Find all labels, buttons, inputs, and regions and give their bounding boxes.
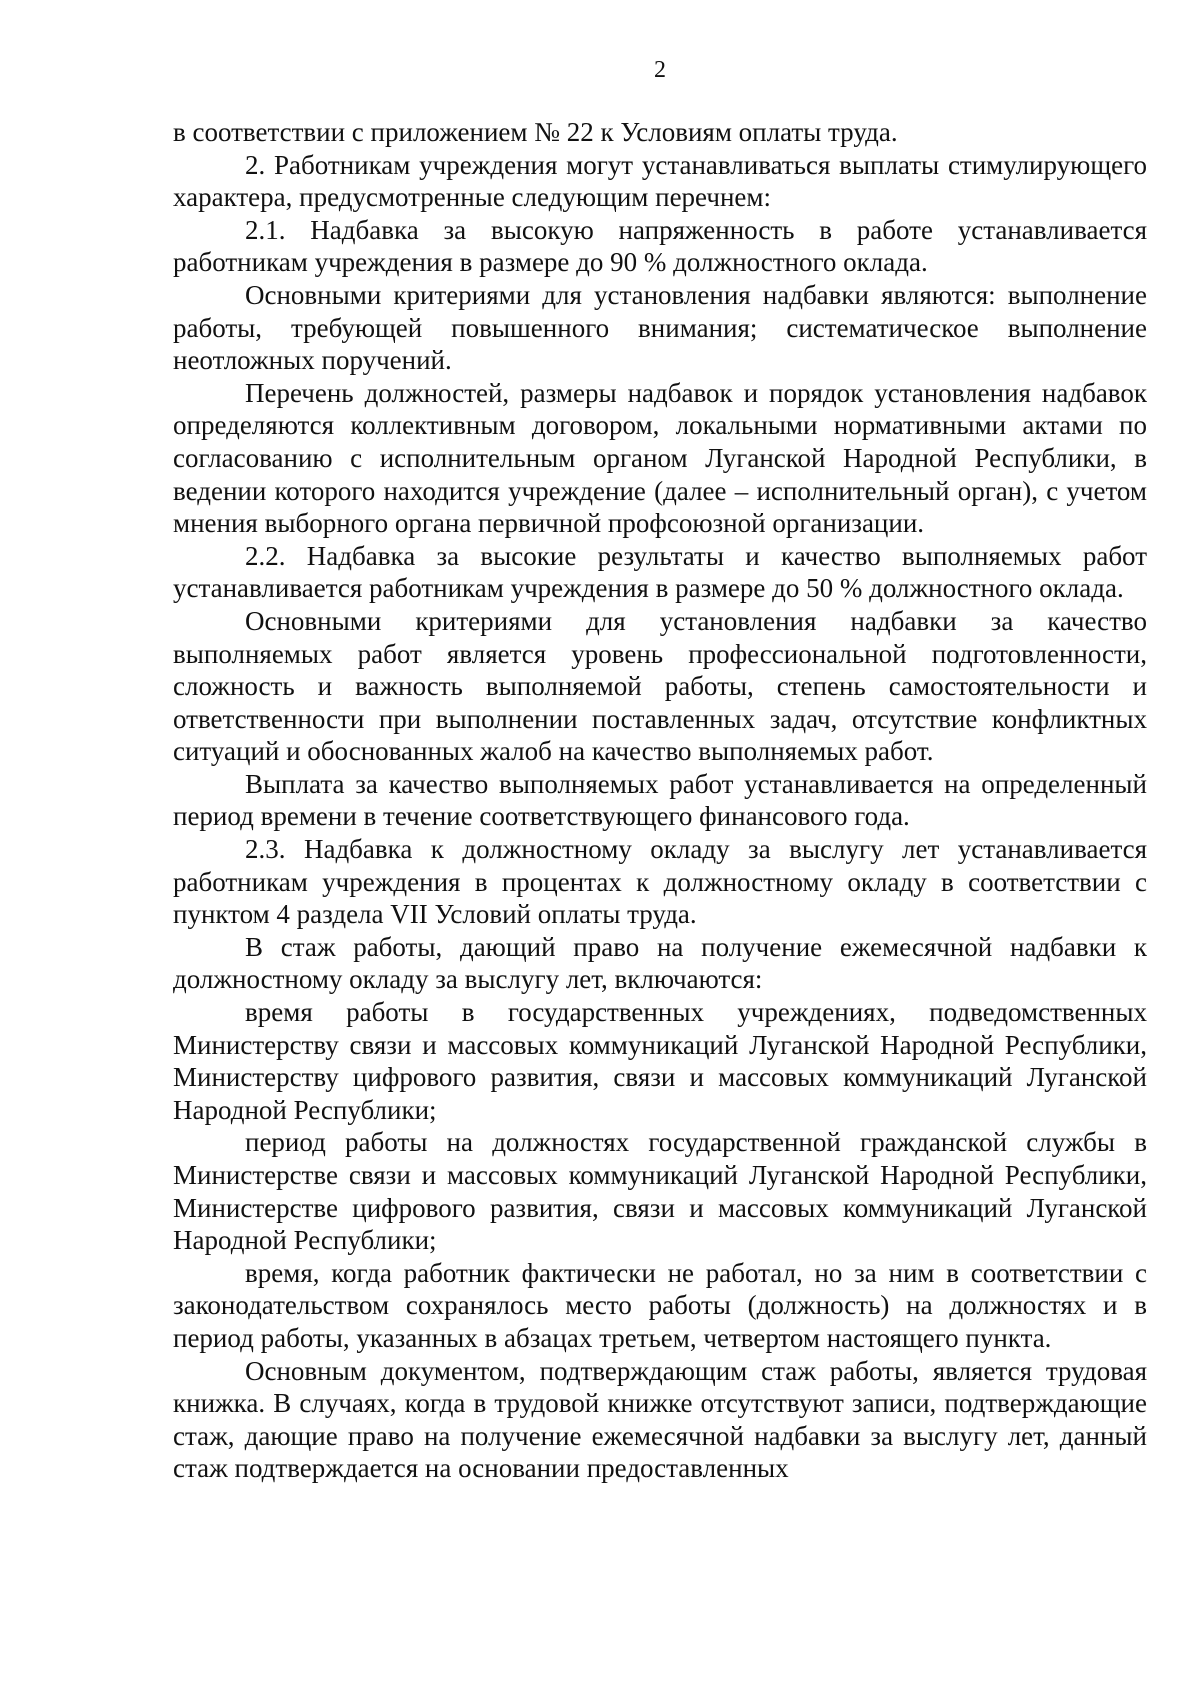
paragraph-quality-payment: Выплата за качество выполняемых работ устанавливается на определенный период времени в течение соответствующего финансового года. bbox=[173, 768, 1147, 832]
paragraph-seniority-includes: В стаж работы, дающий право на получение ежемесячной надбавки к должностному окладу за выслугу лет, включаются: bbox=[173, 931, 1147, 995]
paragraph-positions-list: Перечень должностей, размеры надбавок и порядок установления надбавок определяются коллективным договором, локальными нормативными актами по согласованию с исполнительным органом Луганской Народной Республики, в ведении которого находится учреждение (далее – исполнительный орган), с учетом мнения выборного органа первичной профсоюзной организации. bbox=[173, 377, 1147, 539]
paragraph-main-document: Основным документом, подтверждающим стаж работы, является трудовая книжка. В случаях, когда в трудовой книжке отсутствуют записи, подтверждающие стаж, дающие право на получение ежемесячной надбавки за выслугу лет, данный стаж подтверждается на основании предоставленных bbox=[173, 1355, 1147, 1484]
paragraph-seniority-civil-service: период работы на должностях государственной гражданской службы в Министерстве связи и массовых коммуникаций Луганской Народной Республики, Министерстве цифрового развития, связи и массовых коммуникаций Луганской Народной Республики; bbox=[173, 1127, 1147, 1256]
paragraph-item-2-2: 2.2. Надбавка за высокие результаты и качество выполняемых работ устанавливается работникам учреждения в размере до 50 % должностного оклада. bbox=[173, 540, 1147, 604]
paragraph-criteria-2-2: Основными критериями для установления надбавки за качество выполняемых работ является уровень профессиональной подготовленности, сложность и важность выполняемой работы, степень самостоятельности и ответственности при выполнении поставленных задач, отсутствие конфликтных ситуаций и обоснованных жалоб на качество выполняемых работ. bbox=[173, 605, 1147, 767]
document-body bbox=[173, 116, 1147, 1485]
page-number: 2 bbox=[654, 57, 666, 83]
paragraph-item-2: 2. Работникам учреждения могут устанавливаться выплаты стимулирующего характера, предусмотренные следующим перечнем: bbox=[173, 149, 1147, 213]
paragraph-item-2-1: 2.1. Надбавка за высокую напряженность в работе устанавливается работникам учреждения в размере до 90 % должностного оклада. bbox=[173, 214, 1147, 278]
paragraph-seniority-retained-position: время, когда работник фактически не работал, но за ним в соответствии с законодательством сохранялось место работы (должность) на должностях и в период работы, указанных в абзацах третьем, четвертом настоящего пункта. bbox=[173, 1257, 1147, 1353]
paragraph-criteria-2-1: Основными критериями для установления надбавки являются: выполнение работы, требующей повышенного внимания; систематическое выполнение неотложных поручений. bbox=[173, 279, 1147, 376]
paragraph-seniority-state-institutions: время работы в государственных учреждениях, подведомственных Министерству связи и массовых коммуникаций Луганской Народной Республики, Министерству цифрового развития, связи и массовых коммуникаций Луганской Народной Республики; bbox=[173, 997, 1147, 1125]
paragraph-continuation: в соответствии с приложением № 22 к Условиям оплаты труда. bbox=[173, 117, 898, 147]
paragraph-item-2-3: 2.3. Надбавка к должностному окладу за выслугу лет устанавливается работникам учреждения в процентах к должностному окладу в соответствии с пунктом 4 раздела VII Условий оплаты труда. bbox=[173, 834, 1147, 930]
